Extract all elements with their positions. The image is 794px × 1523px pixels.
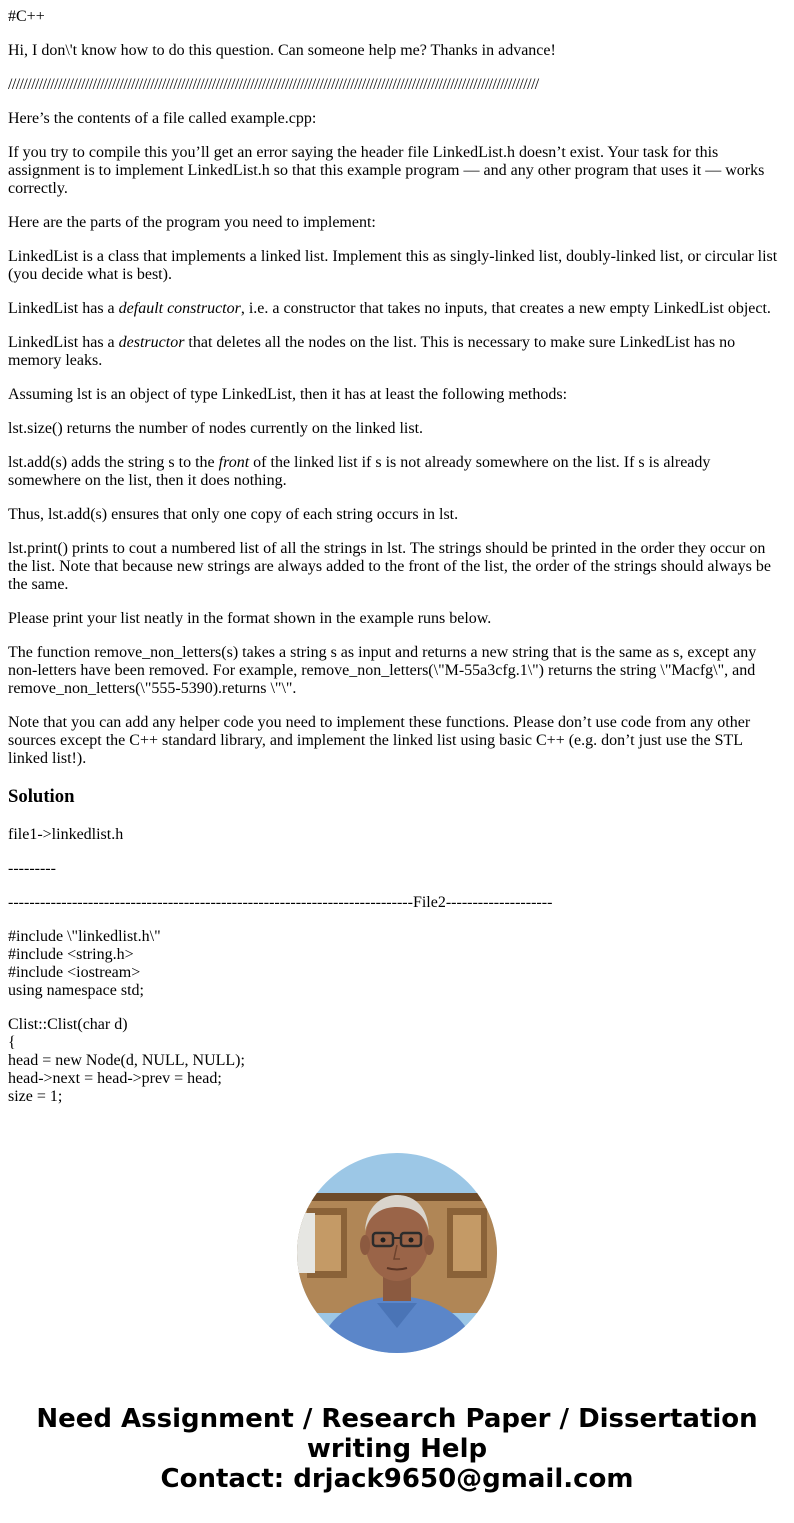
file-intro: Here’s the contents of a file called example.cpp: [8, 110, 317, 127]
add-emphasis: front [218, 454, 250, 471]
promo-line-2: writing Help [306, 1434, 488, 1464]
code-line: head->next = head->prev = head; [8, 1070, 222, 1087]
solution-heading: Solution [8, 786, 75, 807]
dtor-pre: LinkedList has a [8, 334, 119, 351]
add-pre: lst.add(s) adds the string s to the [8, 454, 219, 471]
code-line: Clist::Clist(char d) [8, 1016, 128, 1033]
destructor-description [8, 334, 786, 370]
tag-line: #C++ [8, 8, 45, 25]
helper-note: Note that you can add any helper code you need to implement these functions. Please don’t use code from any other sources except the C++ standard library, and implement the linked list using basic C++ (e.g. don’t just use the STL linked list!). [8, 714, 751, 767]
dtor-post: that deletes all the nodes on the list. This is necessary to make sure LinkedList has no memory leaks. [8, 334, 736, 369]
class-description: LinkedList is a class that implements a linked list. Implement this as singly-linked list, doubly-linked list, or circular list (you decide what is best). [8, 248, 778, 283]
constructor-description [8, 300, 786, 318]
add-thus: Thus, lst.add(s) ensures that only one copy of each string occurs in lst. [8, 506, 459, 523]
remove-description: The function remove_non_letters(s) takes a string s as input and returns a new string that is the same as s, except any non-letters have been removed. For example, remove_non_letters(\"M-55a3cfg.1\") returns the string \"Macfg\", and remove_non_letters(\"555-5390).returns \"\". [8, 644, 757, 697]
separator-1: --------- [8, 860, 56, 877]
file1-label: file1->linkedlist.h [8, 826, 124, 843]
code-line: head = new Node(d, NULL, NULL); [8, 1052, 245, 1069]
promo-line-1: Need Assignment / Research Paper / Dissertation [36, 1404, 758, 1434]
dtor-emphasis: destructor [118, 334, 185, 351]
intro-text: Hi, I don\'t know how to do this question. Can someone help me? Thanks in advance! [8, 42, 556, 59]
ctor-emphasis: default constructor [118, 300, 241, 317]
ctor-post: , i.e. a constructor that takes no inputs, that creates a new empty LinkedList object. [240, 300, 771, 317]
print-format-note: Please print your list neatly in the format shown in the example runs below. [8, 610, 492, 627]
includes-block [8, 928, 786, 1000]
code-line: size = 1; [8, 1088, 63, 1105]
add-post: of the linked list if s is not already somewhere on the list. If s is already somewhere on the list, then it does nothing. [8, 454, 711, 489]
constructor-code-block [8, 1016, 786, 1106]
parts-intro: Here are the parts of the program you need to implement: [8, 214, 376, 231]
size-description: lst.size() returns the number of nodes currently on the linked list. [8, 420, 424, 437]
code-line: #include <iostream> [8, 964, 141, 981]
divider-line: ////////////////////////////////////////////////////////////////////////////////////////////////////////////////////////////////////////// [8, 76, 539, 93]
code-line: #include \"linkedlist.h\" [8, 928, 161, 945]
compile-note: If you try to compile this you’ll get an error saying the header file LinkedList.h doesn’t exist. Your task for this assignment is to implement LinkedList.h so that this example program — and any other program that uses it — works correctly. [8, 144, 765, 197]
promo-contact-line: Contact: drjack9650@gmail.com [160, 1464, 634, 1494]
print-description: lst.print() prints to cout a numbered list of all the strings in lst. The strings should be printed in the order they occur on the list. Note that because new strings are always added to the front of the list, the order of the strings should always be the same. [8, 540, 771, 593]
portrait-image [297, 1153, 497, 1353]
code-line: { [8, 1034, 16, 1051]
code-line: #include <string.h> [8, 946, 134, 963]
promo-banner [0, 1404, 794, 1494]
ctor-pre: LinkedList has a [8, 300, 119, 317]
methods-intro: Assuming lst is an object of type LinkedList, then it has at least the following methods: [8, 386, 568, 403]
code-line: using namespace std; [8, 982, 144, 999]
author-photo [297, 1153, 497, 1353]
add-description [8, 454, 786, 490]
separator-file2: ----------------------------------------------------------------------------File2-------------------- [8, 894, 553, 911]
